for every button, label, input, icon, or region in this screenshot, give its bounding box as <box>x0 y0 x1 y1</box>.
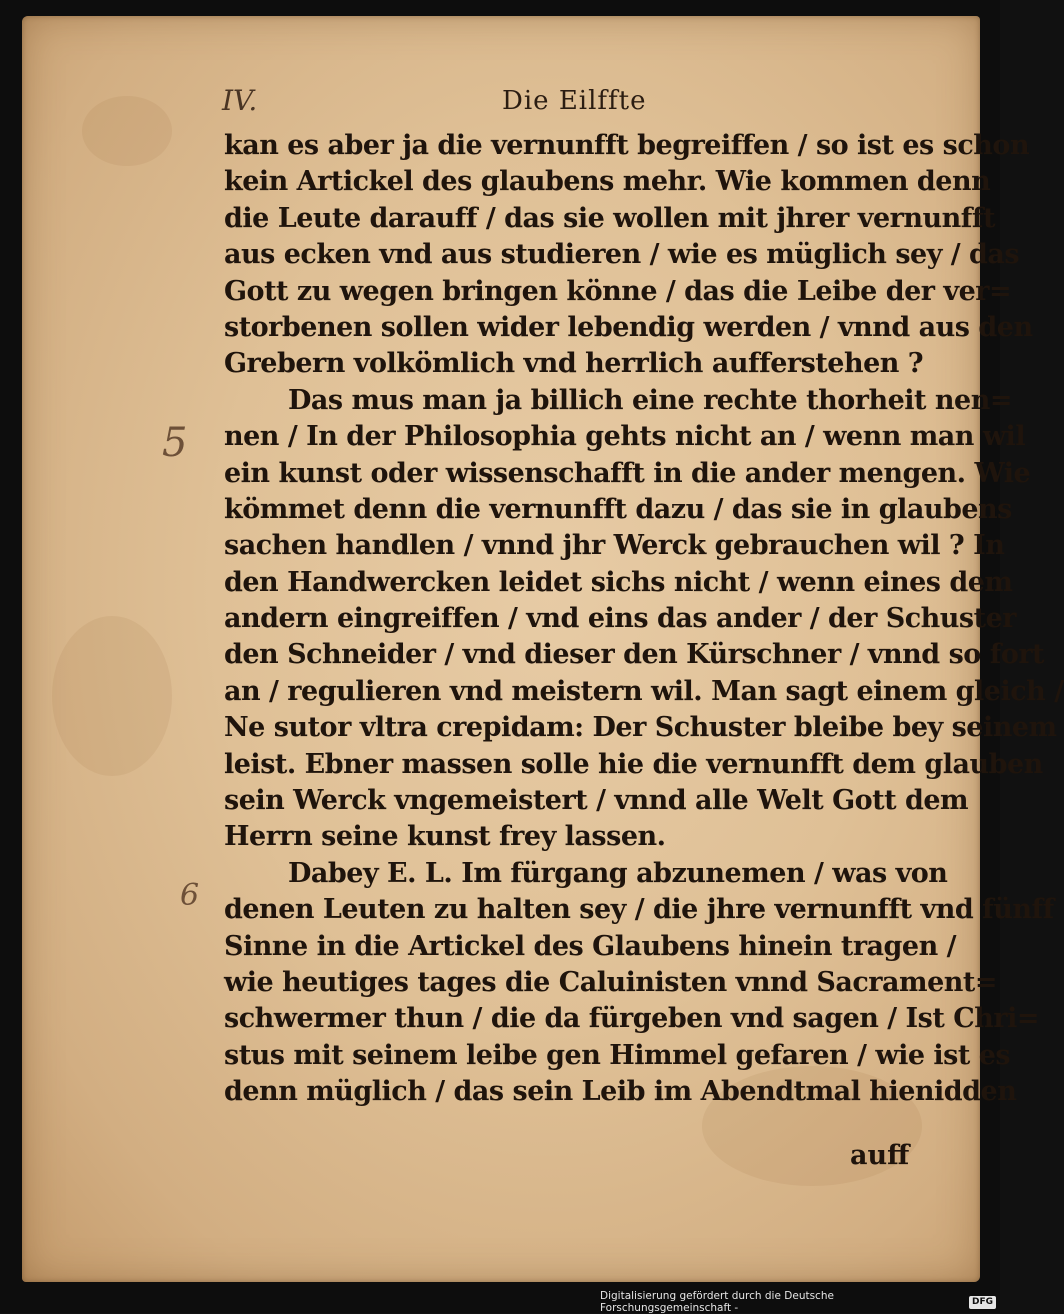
text-line: sein Werck vngemeistert / vnnd alle Welt Gott dem <box>224 785 969 817</box>
text-line: an / regulieren vnd meistern wil. Man sagt einem gleich / <box>224 675 1064 707</box>
text-line: sachen handlen / vnnd jhr Werck gebrauchen wil ? In <box>224 530 1005 562</box>
text-line: den Schneider / vnd dieser den Kürschner / vnnd so fort <box>224 639 1045 671</box>
text-line: Ne sutor vltra crepidam: Der Schuster bleibe bey seinem <box>224 712 1057 744</box>
text-line: storbenen sollen wider lebendig werden / vnnd aus den <box>224 311 1033 343</box>
body-text <box>224 128 1064 1111</box>
text-line: kein Artickel des glaubens mehr. Wie kommen denn <box>224 166 991 198</box>
text-line: leist. Ebner massen solle hie die vernunfft dem glauben <box>224 748 1043 780</box>
page-header <box>212 84 932 124</box>
dfg-logo: DFG <box>969 1296 996 1309</box>
margin-note: 5 <box>162 420 188 466</box>
text-line: Sinne in die Artickel des Glaubens hinein tragen / <box>224 930 956 962</box>
folio-number: IV. <box>222 84 258 117</box>
text-line: Das mus man ja billich eine rechte thorheit nen= <box>288 384 1012 416</box>
text-line: Grebern volkömlich vnd herrlich aufferstehen ? <box>224 348 924 380</box>
paper-stain <box>52 616 172 776</box>
text-line: denn müglich / das sein Leib im Abendtmal hienidden <box>224 1076 1017 1108</box>
text-line: den Handwercken leidet sichs nicht / wenn eines dem <box>224 566 1013 598</box>
text-line: Gott zu wegen bringen könne / das die Leibe der ver= <box>224 275 1012 307</box>
text-line: aus ecken vnd aus studieren / wie es müglich sey / das <box>224 239 1020 271</box>
text-line: Herrn seine kunst frey lassen. <box>224 821 666 853</box>
text-line: wie heutiges tages die Caluinisten vnnd Sacrament= <box>224 966 997 998</box>
margin-note: 6 <box>180 878 200 913</box>
digitization-footer <box>600 1290 996 1314</box>
text-line: die Leute darauff / das sie wollen mit jhrer vernunfft <box>224 202 995 234</box>
text-line: denen Leuten zu halten sey / die jhre vernunfft vnd fünff <box>224 894 1054 926</box>
funding-credit: Digitalisierung gefördert durch die Deutsche Forschungsgemeinschaft - <box>600 1290 834 1314</box>
text-line: kömmet denn die vernunfft dazu / das sie in glaubens <box>224 493 1012 525</box>
running-head: Die Eilffte <box>502 86 647 116</box>
paper-stain <box>82 96 172 166</box>
text-line: nen / In der Philosophia gehts nicht an / wenn man wil <box>224 421 1026 453</box>
text-line: stus mit seinem leibe gen Himmel gefaren / wie ist es <box>224 1039 1011 1071</box>
text-line: Dabey E. L. Im fürgang abzunemen / was von <box>288 857 948 889</box>
text-line: kan es aber ja die vernunfft begreiffen / so ist es schon <box>224 130 1030 161</box>
catchword: auff <box>850 1140 910 1171</box>
text-line: andern eingreiffen / vnd eins das ander / der Schuster <box>224 603 1017 635</box>
text-line: schwermer thun / die da fürgeben vnd sagen / Ist Chri= <box>224 1003 1039 1035</box>
text-line: ein kunst oder wissenschafft in die ander mengen. Wie <box>224 457 1031 489</box>
